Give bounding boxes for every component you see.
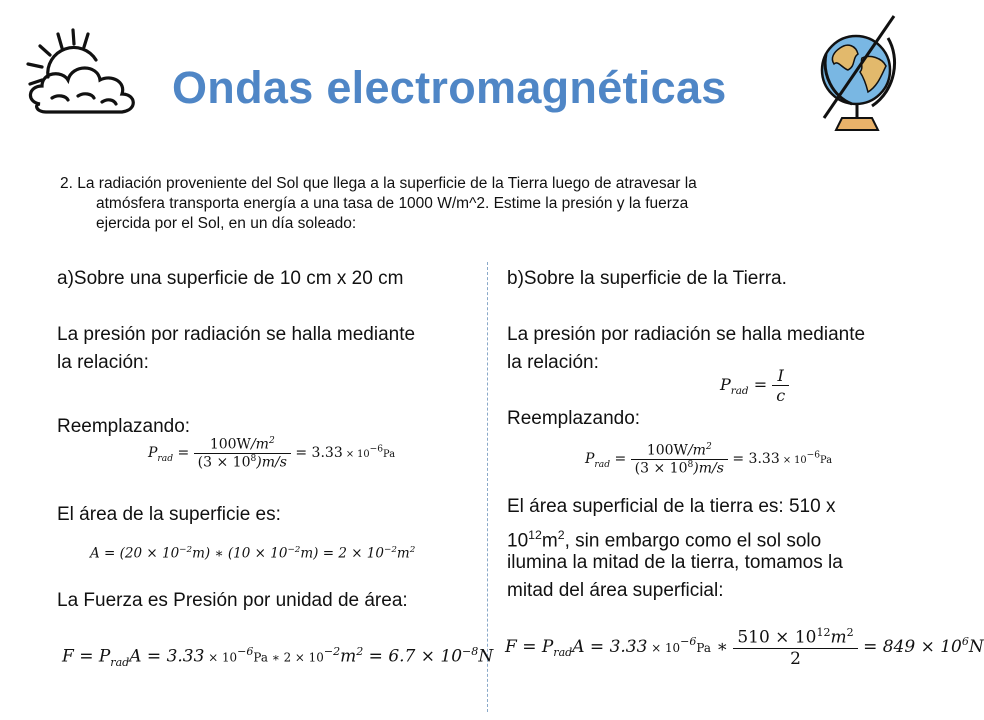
left-pressure-formula: $P_{rad}$ = $\frac{100W/m^2}{(3 \times 10^8)m/s}$ = $3.33 \times 10^{-6}Pa$: [148, 436, 396, 471]
left-force-label: La Fuerza es Presión por unidad de área:: [57, 590, 408, 611]
right-heading: b)Sobre la superficie de la Tierra.: [507, 268, 787, 289]
left-heading: a)Sobre una superficie de 10 cm x 20 cm: [57, 268, 404, 289]
sun-cloud-icon: [18, 22, 148, 127]
left-force-formula: $F = P_{rad}A = 3.33 \times 10^{-6}Pa$ ∗ $2 \times 10^{-2}m^2 = 6.7 \times 10^{-8}N$: [62, 645, 494, 670]
right-pressure-line-1: La presión por radiación se halla mediante: [507, 324, 866, 345]
problem-line-2: atmósfera transporta energía a una tasa de 1000 W/m^2. Estime la presión y la fuerza: [96, 195, 689, 212]
problem-line-3: ejercida por el Sol, en un día soleado:: [96, 215, 357, 232]
problem-statement: [60, 174, 860, 234]
left-pressure-line-1: La presión por radiación se halla mediante: [57, 324, 416, 345]
right-pressure-line-2: la relación:: [507, 352, 599, 373]
right-area-line-3: ilumina la mitad de la tierra, tomamos la: [507, 552, 843, 573]
left-area-label: El área de la superficie es:: [57, 504, 281, 525]
problem-line-1: 2. La radiación proveniente del Sol que llega a la superficie de la Tierra luego de atravesar la: [60, 175, 697, 192]
page-title: Ondas electromagnéticas: [172, 62, 727, 113]
right-pressure-formula: $P_{rad}$ = $\frac{100W/m^2}{(3 \times 10^8)m/s}$ = $3.33 \times 10^{-6}Pa$: [585, 442, 833, 477]
right-area-line-1: El área superficial de la tierra es: 510 x: [507, 496, 836, 517]
left-replacing-label: Reemplazando:: [57, 416, 191, 437]
right-replacing-label: Reemplazando:: [507, 408, 641, 429]
right-area-line-4: mitad del área superficial:: [507, 580, 724, 601]
left-area-formula: $A = (20 \times 10^{-2}m)$ ∗ $(10 \times 10^{-2}m) = 2 \times 10^{-2}m^2$: [90, 545, 416, 562]
right-area-line-2: $10^{12}m^2$, sin embargo como el sol solo: [507, 528, 822, 552]
right-relation-formula: $P_{rad}$ = $\frac{I}{c}$: [720, 366, 789, 405]
left-pressure-line-2: la relación:: [57, 352, 149, 373]
right-force-formula: $F = P_{rad}A = 3.33 \times 10^{-6}Pa$ ∗ $\frac{510 \times 10^{12}m^2}{2}$ = $849 \times 10^6N$: [505, 626, 984, 669]
globe-icon: [812, 14, 908, 139]
